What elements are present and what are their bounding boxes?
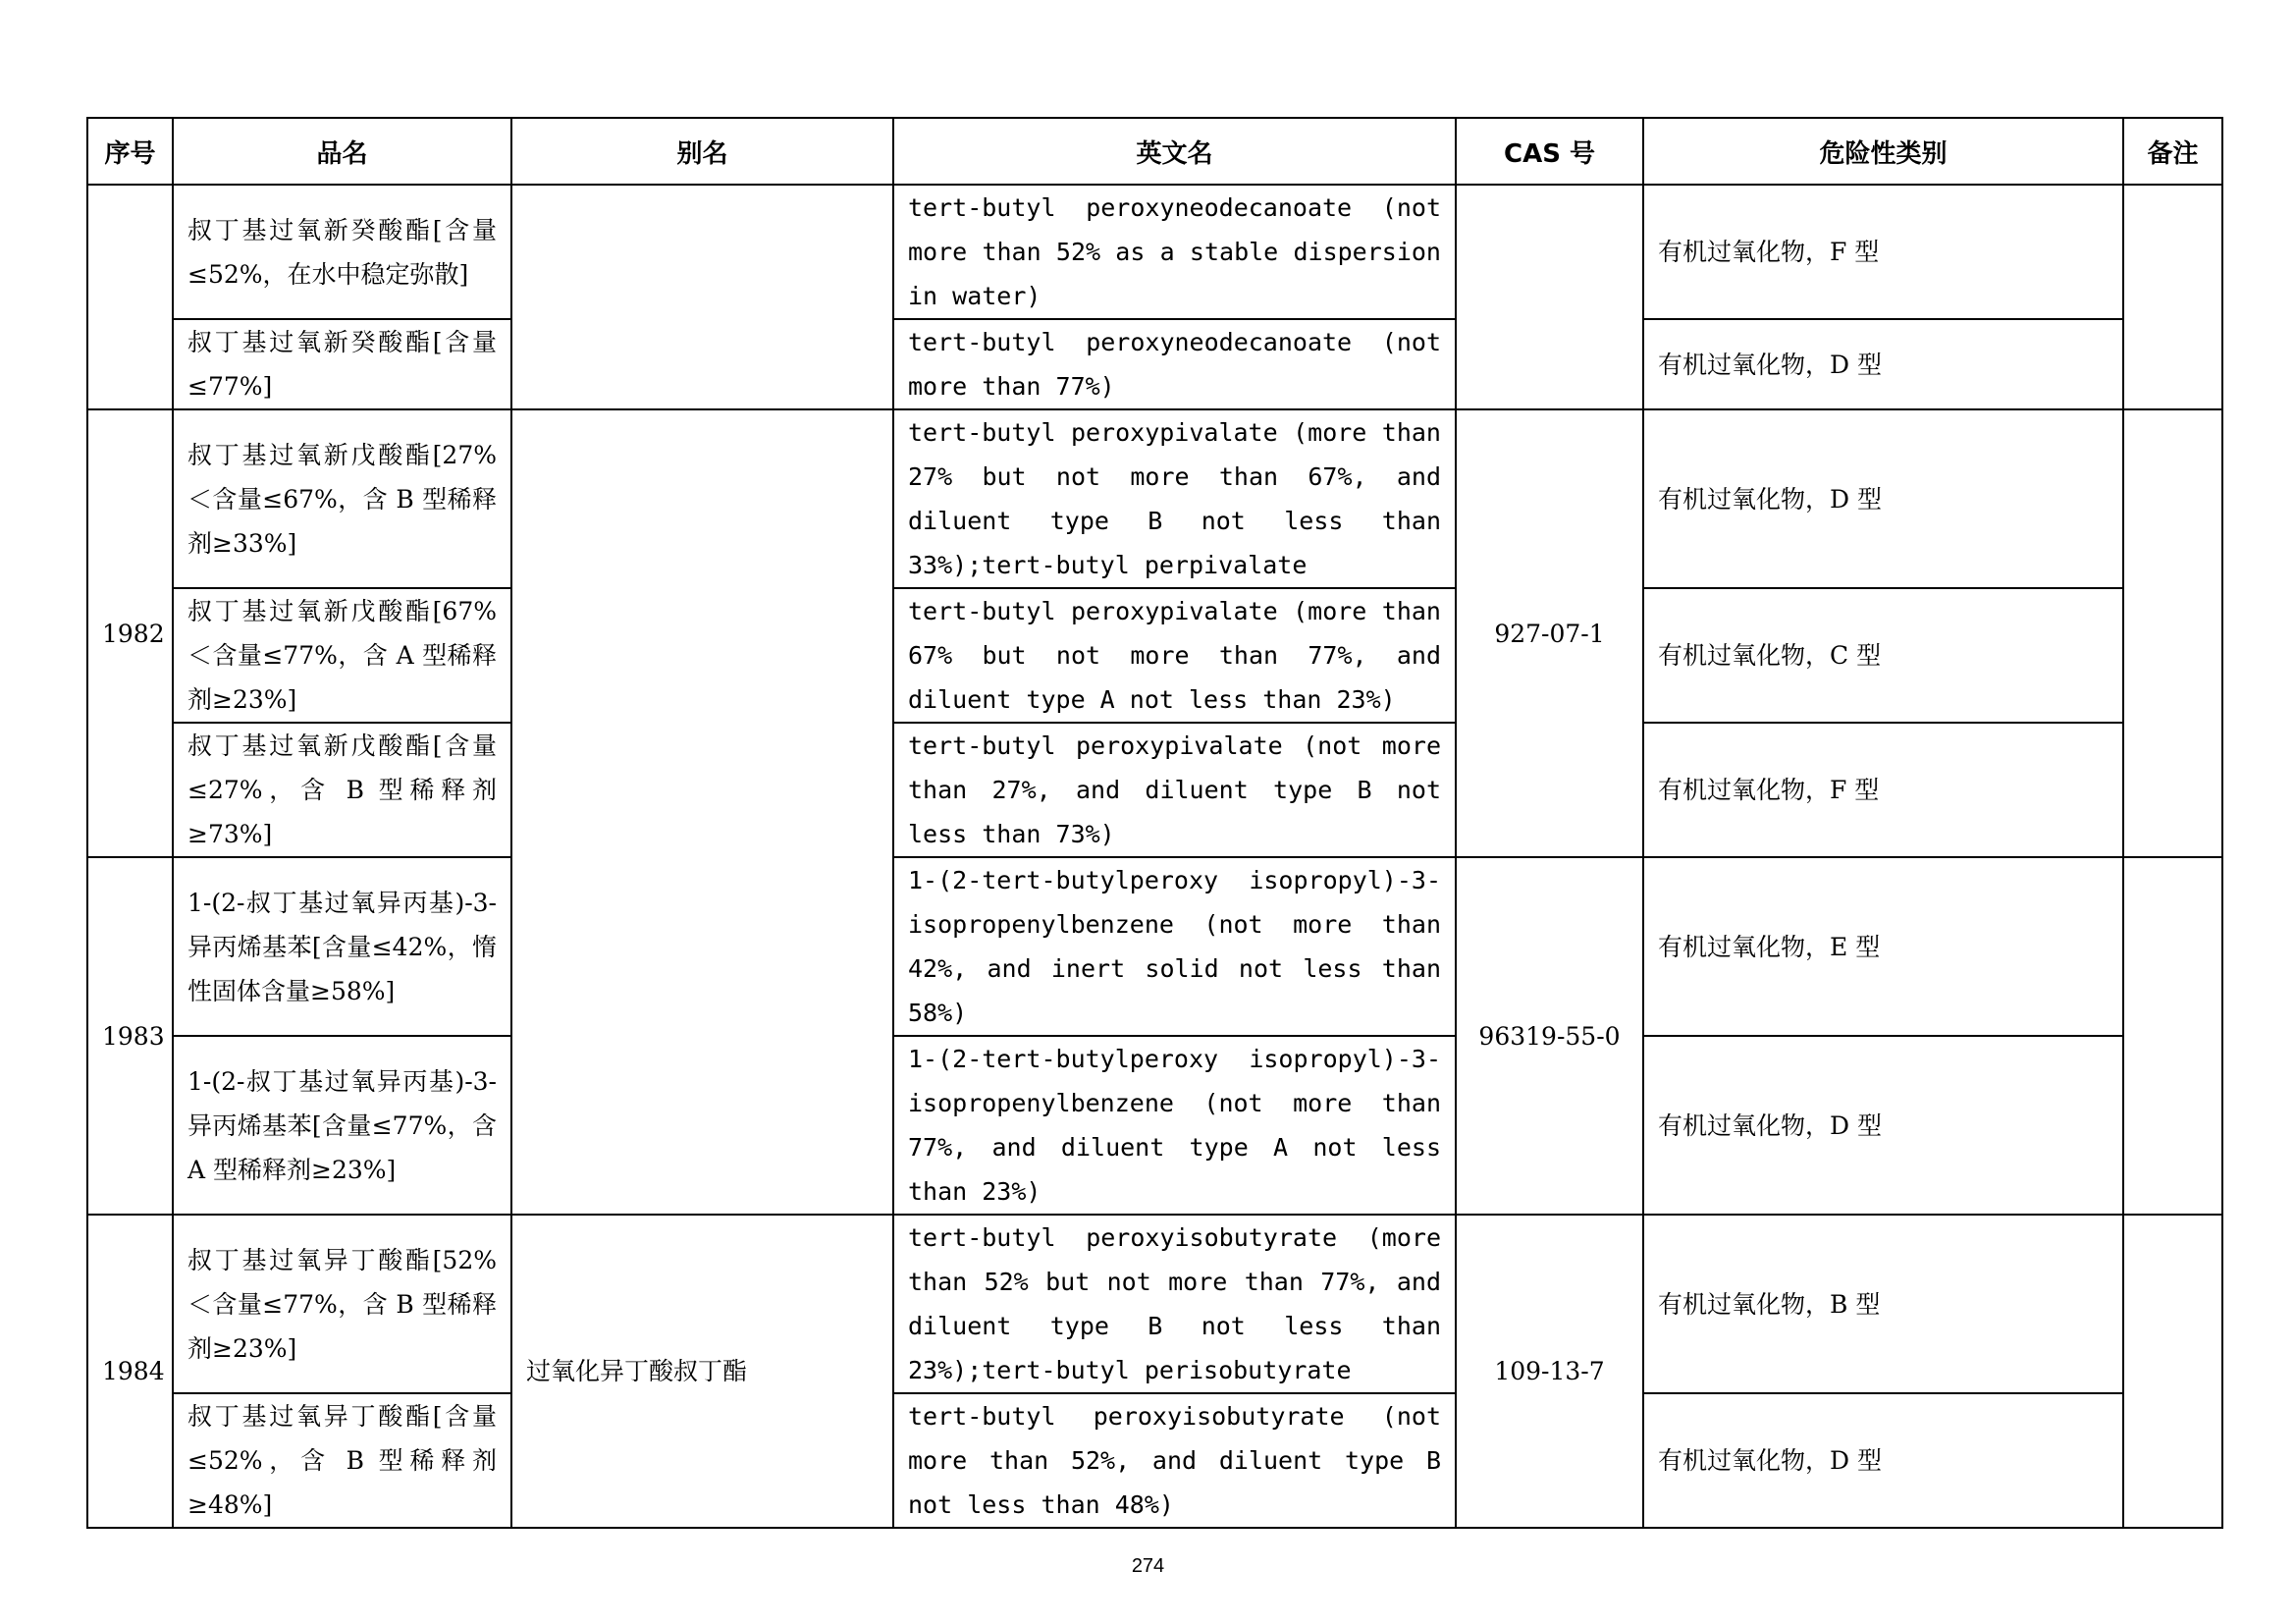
product-name-cell: 1-(2-叔丁基过氧异丙基)-3-异丙烯基苯[含量≤42%，惰性固体含量≥58%] <box>173 857 511 1036</box>
cas-number-cell: 96319-55-0 <box>1456 857 1643 1215</box>
header-cas-number: CAS 号 <box>1456 118 1643 185</box>
header-product-name: 品名 <box>173 118 511 185</box>
product-name-cell: 叔丁基过氧异丁酸酯[52%＜含量≤77%，含 B 型稀释剂≥23%] <box>173 1215 511 1393</box>
table-row <box>87 409 2222 588</box>
serial-number-cell: 1984 <box>87 1215 173 1528</box>
remarks-cell <box>2123 1215 2222 1528</box>
alias-cell: 过氧化异丁酸叔丁酯 <box>511 1215 893 1528</box>
hazard-class-cell: 有机过氧化物，F 型 <box>1643 723 2123 857</box>
serial-number-cell: 1982 <box>87 409 173 857</box>
remarks-cell <box>2123 409 2222 857</box>
hazard-class-cell: 有机过氧化物，C 型 <box>1643 588 2123 723</box>
table-row <box>87 1215 2222 1393</box>
product-name-cell: 叔丁基过氧新癸酸酯[含量≤52%，在水中稳定弥散] <box>173 185 511 319</box>
english-name-cell: tert-butyl peroxyneodecanoate (not more than 77%) <box>893 319 1456 409</box>
alias-cell <box>511 409 893 1215</box>
chemical-catalog-table <box>86 117 2223 1529</box>
english-name-cell: tert-butyl peroxyneodecanoate (not more than 52% as a stable dispersion in water) <box>893 185 1456 319</box>
header-serial-number: 序号 <box>87 118 173 185</box>
hazard-class-cell: 有机过氧化物，B 型 <box>1643 1215 2123 1393</box>
hazard-class-cell: 有机过氧化物，E 型 <box>1643 857 2123 1036</box>
table-row <box>87 185 2222 319</box>
product-name-cell: 叔丁基过氧新癸酸酯[含量≤77%] <box>173 319 511 409</box>
cas-number-cell: 927-07-1 <box>1456 409 1643 857</box>
table-row <box>87 1393 2222 1528</box>
hazard-class-cell: 有机过氧化物，F 型 <box>1643 185 2123 319</box>
table-header-row <box>87 118 2222 185</box>
header-hazard-class: 危险性类别 <box>1643 118 2123 185</box>
table-row <box>87 723 2222 857</box>
table-row <box>87 857 2222 1036</box>
header-english-name: 英文名 <box>893 118 1456 185</box>
table-row <box>87 1036 2222 1215</box>
table-row <box>87 319 2222 409</box>
remarks-cell <box>2123 185 2222 409</box>
page-number: 274 <box>1131 1555 1165 1577</box>
serial-number-cell <box>87 185 173 409</box>
product-name-cell: 1-(2-叔丁基过氧异丙基)-3-异丙烯基苯[含量≤77%，含 A 型稀释剂≥23%] <box>173 1036 511 1215</box>
header-alias: 别名 <box>511 118 893 185</box>
english-name-cell: 1-(2-tert-butylperoxy isopropyl)-3-isopropenylbenzene (not more than 42%, and inert solid not less than 58%) <box>893 857 1456 1036</box>
english-name-cell: tert-butyl peroxypivalate (more than 27% but not more than 67%, and diluent type B not less than 33%);tert-butyl perpivalate <box>893 409 1456 588</box>
english-name-cell: tert-butyl peroxypivalate (not more than 27%, and diluent type B not less than 73%) <box>893 723 1456 857</box>
hazard-class-cell: 有机过氧化物，D 型 <box>1643 1393 2123 1528</box>
english-name-cell: tert-butyl peroxypivalate (more than 67% but not more than 77%, and diluent type A not less than 23%) <box>893 588 1456 723</box>
hazard-class-cell: 有机过氧化物，D 型 <box>1643 1036 2123 1215</box>
remarks-cell <box>2123 857 2222 1215</box>
english-name-cell: 1-(2-tert-butylperoxy isopropyl)-3-isopropenylbenzene (not more than 77%, and diluent type A not less than 23%) <box>893 1036 1456 1215</box>
hazard-class-cell: 有机过氧化物，D 型 <box>1643 409 2123 588</box>
product-name-cell: 叔丁基过氧异丁酸酯[含量≤52%，含 B 型稀释剂≥48%] <box>173 1393 511 1528</box>
alias-cell <box>511 185 893 409</box>
hazard-class-cell: 有机过氧化物，D 型 <box>1643 319 2123 409</box>
header-remarks: 备注 <box>2123 118 2222 185</box>
table-row <box>87 588 2222 723</box>
product-name-cell: 叔丁基过氧新戊酸酯[67%＜含量≤77%，含 A 型稀释剂≥23%] <box>173 588 511 723</box>
english-name-cell: tert-butyl peroxyisobutyrate (not more than 52%, and diluent type B not less than 48%) <box>893 1393 1456 1528</box>
cas-number-cell <box>1456 185 1643 409</box>
english-name-cell: tert-butyl peroxyisobutyrate (more than 52% but not more than 77%, and diluent type B not less than 23%);tert-butyl perisobutyrate <box>893 1215 1456 1393</box>
product-name-cell: 叔丁基过氧新戊酸酯[27%＜含量≤67%，含 B 型稀释剂≥33%] <box>173 409 511 588</box>
cas-number-cell: 109-13-7 <box>1456 1215 1643 1528</box>
serial-number-cell: 1983 <box>87 857 173 1215</box>
product-name-cell: 叔丁基过氧新戊酸酯[含量≤27%，含 B 型稀释剂≥73%] <box>173 723 511 857</box>
